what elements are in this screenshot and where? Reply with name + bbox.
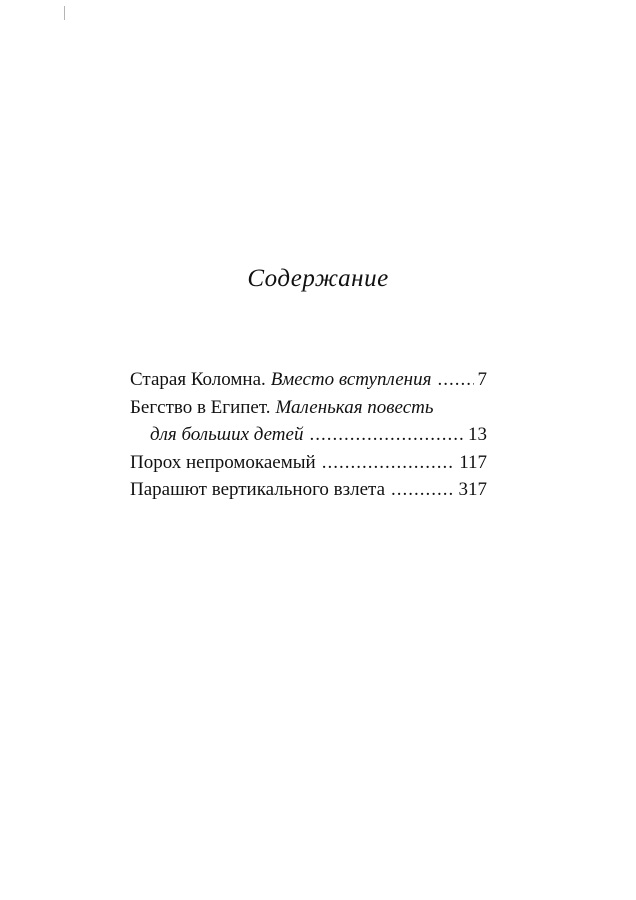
toc-entry-subtitle: Маленькая повесть: [275, 396, 434, 418]
toc-entry-page-number: 317: [458, 479, 487, 500]
toc-entry-parashyut-vertikalnogo-vzleta: [130, 476, 487, 504]
dot-leader: [437, 366, 473, 394]
dot-leader: [309, 421, 464, 449]
toc-entry-staraya-kolomna: [130, 366, 487, 394]
toc-entry-page-number: 13: [468, 424, 487, 445]
toc-entry-title: Порох непромокаемый: [130, 451, 316, 473]
toc-entry-subtitle-continued: для больших детей: [150, 424, 304, 445]
toc-entry-title: Парашют вертикального взлета: [130, 479, 386, 500]
toc-entry-page-number: 117: [459, 451, 487, 473]
table-of-contents: [130, 366, 487, 504]
toc-entry-title: Старая Коломна.: [130, 369, 266, 390]
toc-entry-page-number: 7: [477, 369, 487, 390]
toc-entry-subtitle: Вместо вступления: [270, 369, 432, 390]
toc-entry-title: Бегство в Египет.: [130, 396, 271, 418]
dot-leader: [322, 449, 456, 477]
dot-leader: [391, 476, 454, 504]
toc-entry-poroh-nepromokaemyy: [130, 449, 487, 477]
toc-entry-begstvo-v-egipet: [130, 394, 487, 422]
margin-mark: [64, 6, 65, 20]
page-title: Содержание: [247, 265, 389, 292]
toc-entry-begstvo-v-egipet-continued: [130, 421, 487, 449]
